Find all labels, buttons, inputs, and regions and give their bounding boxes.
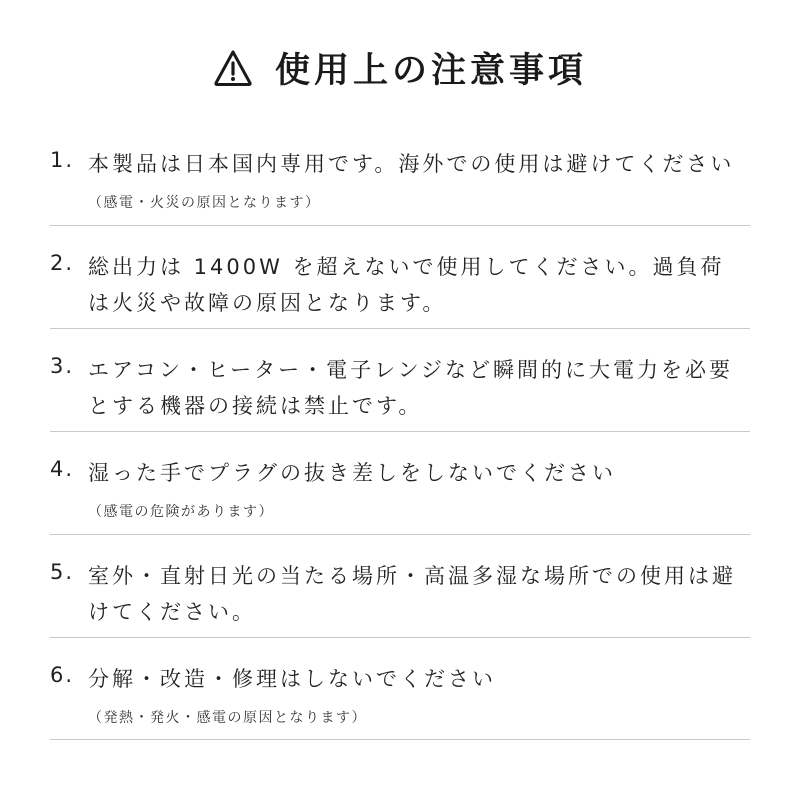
item-number: 4. <box>50 457 75 481</box>
item-number: 3. <box>50 354 75 378</box>
divider <box>50 225 750 226</box>
divider <box>50 739 750 740</box>
item-number: 1. <box>50 148 75 172</box>
item-note: （感電・火災の原因となります） <box>88 195 321 211</box>
item-note: （発熱・発火・感電の原因となります） <box>88 710 367 726</box>
divider <box>50 328 750 329</box>
divider <box>50 637 750 638</box>
item-note: （感電の危険があります） <box>88 504 274 520</box>
item-text: 総出力は 1400W を超えないで使用してください。過負荷 <box>88 255 725 279</box>
item-text: エアコン・ヒーター・電子レンジなど瞬間的に大電力を必要 <box>88 358 734 382</box>
divider <box>50 431 750 432</box>
divider <box>50 534 750 535</box>
page-title <box>0 38 800 98</box>
item-number: 2. <box>50 251 75 275</box>
item-number: 6. <box>50 663 75 687</box>
warning-triangle-icon <box>213 49 253 87</box>
item-number: 5. <box>50 560 75 584</box>
item-text: 本製品は日本国内専用です。海外での使用は避けてください <box>88 152 735 176</box>
item-text: 湿った手でプラグの抜き差しをしないでください <box>88 461 616 485</box>
item-text-continued: とする機器の接続は禁止です。 <box>88 394 423 418</box>
title-text: 使用上の注意事項 <box>274 51 587 91</box>
item-text: 室外・直射日光の当たる場所・高温多湿な場所での使用は避 <box>88 564 736 588</box>
item-text-continued: けてください。 <box>88 600 256 624</box>
item-text: 分解・改造・修理はしないでください <box>88 667 496 691</box>
item-text-continued: は火災や故障の原因となります。 <box>88 291 447 315</box>
